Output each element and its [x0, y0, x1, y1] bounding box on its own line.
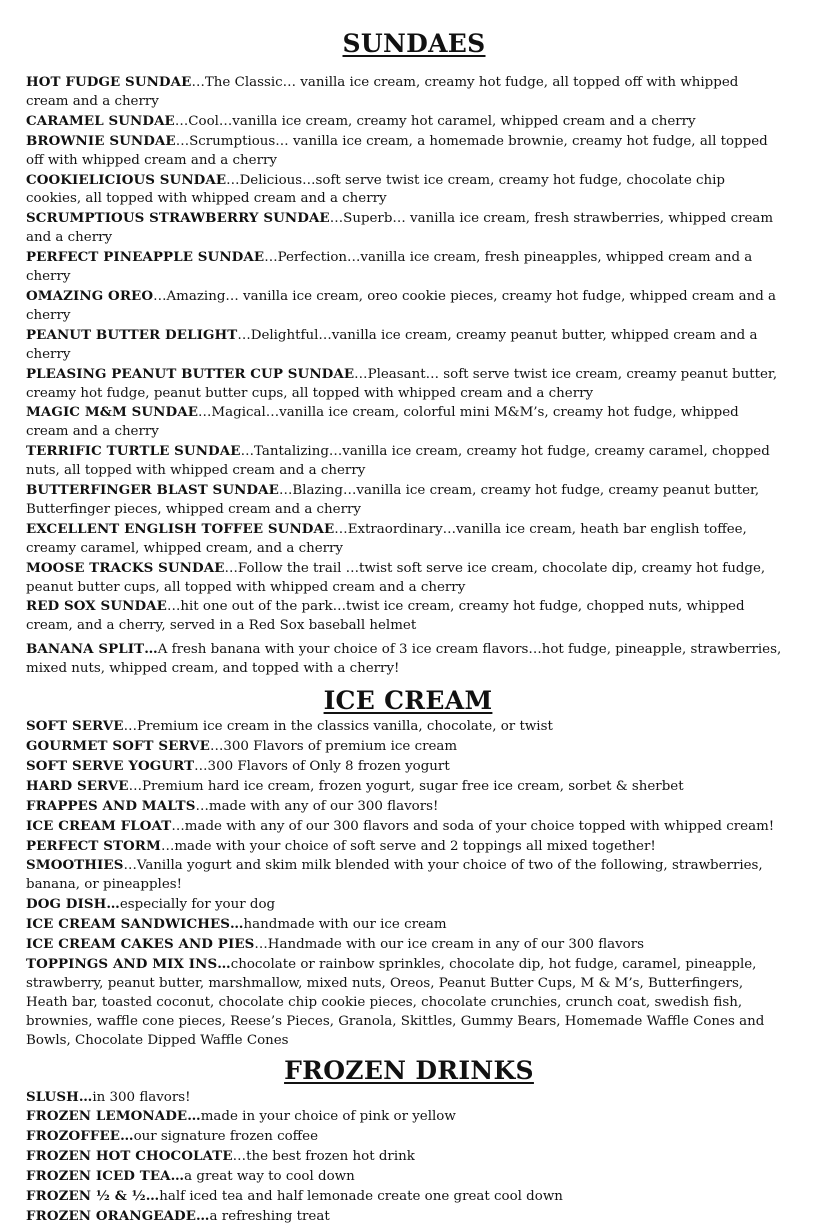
menu-item-soft-serve-yogurt — [26, 757, 782, 777]
menu-item-hot-fudge-sundae — [26, 73, 782, 112]
menu-item-caramel-sundae — [26, 112, 782, 132]
menu-item-ice-cream-float — [26, 817, 782, 837]
sundaes-list — [26, 73, 782, 679]
item-description: a refreshing treat — [209, 1208, 330, 1224]
item-name: PERFECT PINEAPPLE SUNDAE — [26, 249, 265, 266]
item-description: …Premium hard ice cream, frozen yogurt, sugar free ice cream, sorbet & sherbet — [128, 778, 684, 794]
menu-item-frozoffee — [26, 1127, 782, 1147]
menu-item-soft-serve — [26, 717, 782, 737]
menu-item-frappes-and-malts — [26, 797, 782, 817]
item-name: EXCELLENT ENGLISH TOFFEE SUNDAE — [26, 520, 335, 537]
menu-item-dog-dish — [26, 895, 782, 915]
item-name: SCRUMPTIOUS STRAWBERRY SUNDAE — [26, 210, 330, 227]
menu-item-slush — [26, 1088, 782, 1108]
item-description: …Extraordinary…vanilla ice cream, heath bar english toffee, creamy caramel, whipped cream, and a cherry — [26, 521, 747, 556]
item-name: PEANUT BUTTER DELIGHT — [26, 326, 238, 343]
item-name: PLEASING PEANUT BUTTER CUP SUNDAE — [26, 365, 355, 382]
item-name: DOG DISH… — [26, 896, 120, 913]
item-description: …Magical…vanilla ice cream, colorful mini M&M’s, creamy hot fudge, whipped cream and a cherry — [26, 405, 739, 440]
item-description: …Cool…vanilla ice cream, creamy hot caramel, whipped cream and a cherry — [174, 113, 696, 129]
item-name: RED SOX SUNDAE — [26, 598, 167, 615]
item-description: …Amazing… vanilla ice cream, oreo cookie pieces, creamy hot fudge, whipped cream and a cherry — [26, 288, 777, 323]
item-description: half iced tea and half lemonade create one great cool down — [159, 1189, 563, 1205]
item-description: …the best frozen hot drink — [232, 1149, 415, 1165]
item-name: HOT FUDGE SUNDAE — [26, 74, 192, 90]
menu-item-hard-serve — [26, 777, 782, 797]
item-name: TOPPINGS AND MIX INS… — [26, 955, 231, 972]
item-name: SOFT SERVE YOGURT — [26, 757, 195, 774]
menu-item-banana-split — [26, 640, 782, 679]
item-name: ICE CREAM CAKES AND PIES — [26, 936, 255, 953]
menu-item-moose-tracks-sundae — [26, 559, 782, 598]
item-name: BUTTERFINGER BLAST SUNDAE — [26, 482, 279, 499]
menu-item-ice-cream-sandwiches — [26, 915, 782, 935]
menu-item-frozen-half-and-half — [26, 1187, 782, 1207]
item-description: …Handmade with our ice cream in any of our 300 flavors — [254, 937, 645, 953]
menu-item-scrumptious-strawberry-sundae — [26, 209, 782, 248]
menu-item-frozen-iced-tea — [26, 1167, 782, 1187]
item-description: …hit one out of the park…twist ice cream, creamy hot fudge, chopped nuts, whipped cream, and a cherry, served in a Red Sox baseball helmet — [26, 599, 745, 634]
menu-item-pleasing-peanut-butter-cup-sundae — [26, 365, 782, 404]
menu-item-peanut-butter-delight — [26, 326, 782, 365]
menu-item-toppings-and-mix-ins — [26, 955, 782, 1051]
item-description: …300 Flavors of premium ice cream — [209, 739, 458, 754]
menu-item-terrific-turtle-sundae — [26, 442, 782, 481]
item-description: …Blazing…vanilla ice cream, creamy hot fudge, creamy peanut butter, Butterfinger pieces, whipped cream and a cherry — [26, 483, 760, 517]
item-description: our signature frozen coffee — [133, 1129, 319, 1145]
menu-item-brownie-sundae — [26, 132, 782, 171]
item-description: …Scrumptious… vanilla ice cream, a homemade brownie, creamy hot fudge, all topped off with whipped cream and a cherry — [26, 133, 768, 168]
item-description: chocolate or rainbow sprinkles, chocolate dip, hot fudge, caramel, pineapple, strawberry, peanut butter, marshmallow, mixed nuts, Oreos, Peanut Butter Cups, M & M’s, Butterfingers, Heath bar, toasted coconut, chocolate chip cookie pieces, chocolate crunchies, crunch coat, swedish fish, brownies, waffle cone pieces, Reese’s Pieces, Granola, Skittles, Gummy Bears, Homemade Waffle Cones and Bowls, Chocolate Dipped Waffle Cones — [26, 956, 765, 1048]
item-name: GOURMET SOFT SERVE — [26, 738, 210, 754]
menu-item-smoothies — [26, 856, 782, 895]
item-description: …Vanilla yogurt and skim milk blended with your choice of two of the following, strawberries, banana, or pineapples! — [26, 858, 763, 893]
item-description: made in your choice of pink or yellow — [200, 1109, 456, 1125]
item-description: …The Classic… vanilla ice cream, creamy hot fudge, all topped off with whipped cream and a cherry — [26, 75, 739, 109]
menu-item-omazing-oreo — [26, 287, 782, 326]
item-name: MAGIC M&M SUNDAE — [26, 404, 199, 421]
menu-item-frozen-orangeade — [26, 1207, 782, 1227]
item-name: FRAPPES AND MALTS — [26, 797, 196, 814]
item-description: …Superb… vanilla ice cream, fresh strawberries, whipped cream and a cherry — [26, 211, 774, 246]
item-name: FROZEN LEMONADE… — [26, 1108, 201, 1125]
item-name: OMAZING OREO — [26, 287, 154, 304]
item-description: …made with your choice of soft serve and 2 toppings all mixed together! — [160, 838, 656, 854]
ice-cream-list — [26, 717, 782, 1050]
item-name: ICE CREAM SANDWICHES… — [26, 916, 244, 933]
menu-item-perfect-storm — [26, 837, 782, 857]
item-description: …Premium ice cream in the classics vanilla, chocolate, or twist — [123, 719, 553, 735]
item-name: COOKIELICIOUS SUNDAE — [26, 171, 227, 188]
item-name: BANANA SPLIT… — [26, 641, 158, 658]
item-name: MOOSE TRACKS SUNDAE — [26, 559, 225, 576]
ice-cream-heading: ICE CREAM — [323, 686, 493, 716]
item-name: SMOOTHIES — [26, 857, 124, 874]
item-description: …made with any of our 300 flavors and soda of your choice topped with whipped cream! — [171, 818, 775, 834]
item-description: …Pleasant… soft serve twist ice cream, creamy peanut butter, creamy hot fudge, peanut butter cups, all topped with whipped cream and a cherry — [26, 366, 778, 401]
item-description: …made with any of our 300 flavors! — [195, 798, 439, 814]
frozen-drinks-list — [26, 1088, 782, 1227]
item-description: handmade with our ice cream — [243, 917, 447, 933]
item-name: PERFECT STORM — [26, 837, 161, 854]
item-name: BROWNIE SUNDAE — [26, 132, 176, 149]
item-name: FROZEN ICED TEA… — [26, 1168, 185, 1185]
item-description: especially for your dog — [119, 897, 276, 913]
frozen-drinks-heading: FROZEN DRINKS — [284, 1055, 534, 1085]
menu-item-frozen-hot-chocolate — [26, 1147, 782, 1167]
sundaes-heading: SUNDAES — [342, 29, 486, 58]
menu-item-perfect-pineapple-sundae — [26, 248, 782, 287]
menu-item-magic-mm-sundae — [26, 403, 782, 442]
item-name: ICE CREAM FLOAT — [26, 817, 172, 834]
item-description: …Perfection…vanilla ice cream, fresh pineapples, whipped cream and a cherry — [26, 250, 753, 285]
item-name: SOFT SERVE — [26, 718, 124, 735]
item-name: FROZEN ½ & ½… — [26, 1188, 160, 1205]
item-name: FROZEN HOT CHOCOLATE — [26, 1148, 233, 1165]
item-description: a great way to cool down — [184, 1169, 355, 1185]
item-description: …300 Flavors of Only 8 frozen yogurt — [194, 758, 450, 774]
item-name: TERRIFIC TURTLE SUNDAE — [26, 443, 241, 460]
item-description: …Tantalizing…vanilla ice cream, creamy hot fudge, creamy caramel, chopped nuts, all topped with whipped cream and a cherry — [26, 444, 770, 479]
item-name: SLUSH… — [26, 1088, 93, 1105]
menu-item-cookielicious-sundae — [26, 171, 782, 210]
item-description: …Delicious…soft serve twist ice cream, creamy hot fudge, chocolate chip cookies, all topped with whipped cream and a cherry — [26, 172, 725, 207]
item-name: HARD SERVE — [26, 777, 129, 794]
item-name: CARAMEL SUNDAE — [26, 112, 175, 129]
menu-item-frozen-lemonade — [26, 1107, 782, 1127]
menu-item-ice-cream-cakes-and-pies — [26, 935, 782, 955]
item-name: FROZEN ORANGEADE… — [26, 1207, 210, 1224]
menu-item-red-sox-sundae — [26, 597, 782, 636]
item-description: …Follow the trail …twist soft serve ice cream, chocolate dip, creamy hot fudge, peanut butter cups, all topped with whipped cream and a cherry — [26, 560, 766, 595]
item-description: …Delightful…vanilla ice cream, creamy peanut butter, whipped cream and a cherry — [26, 327, 758, 362]
item-name: FROZOFFEE… — [26, 1128, 134, 1145]
item-description: in 300 flavors! — [92, 1089, 191, 1105]
menu-item-excellent-english-toffee-sundae — [26, 520, 782, 559]
menu-item-gourmet-soft-serve — [26, 737, 782, 757]
item-description: A fresh banana with your choice of 3 ice cream flavors…hot fudge, pineapple, strawberries, mixed nuts, whipped cream, and topped with a cherry! — [26, 642, 782, 677]
menu-item-butterfinger-blast-sundae — [26, 481, 782, 520]
